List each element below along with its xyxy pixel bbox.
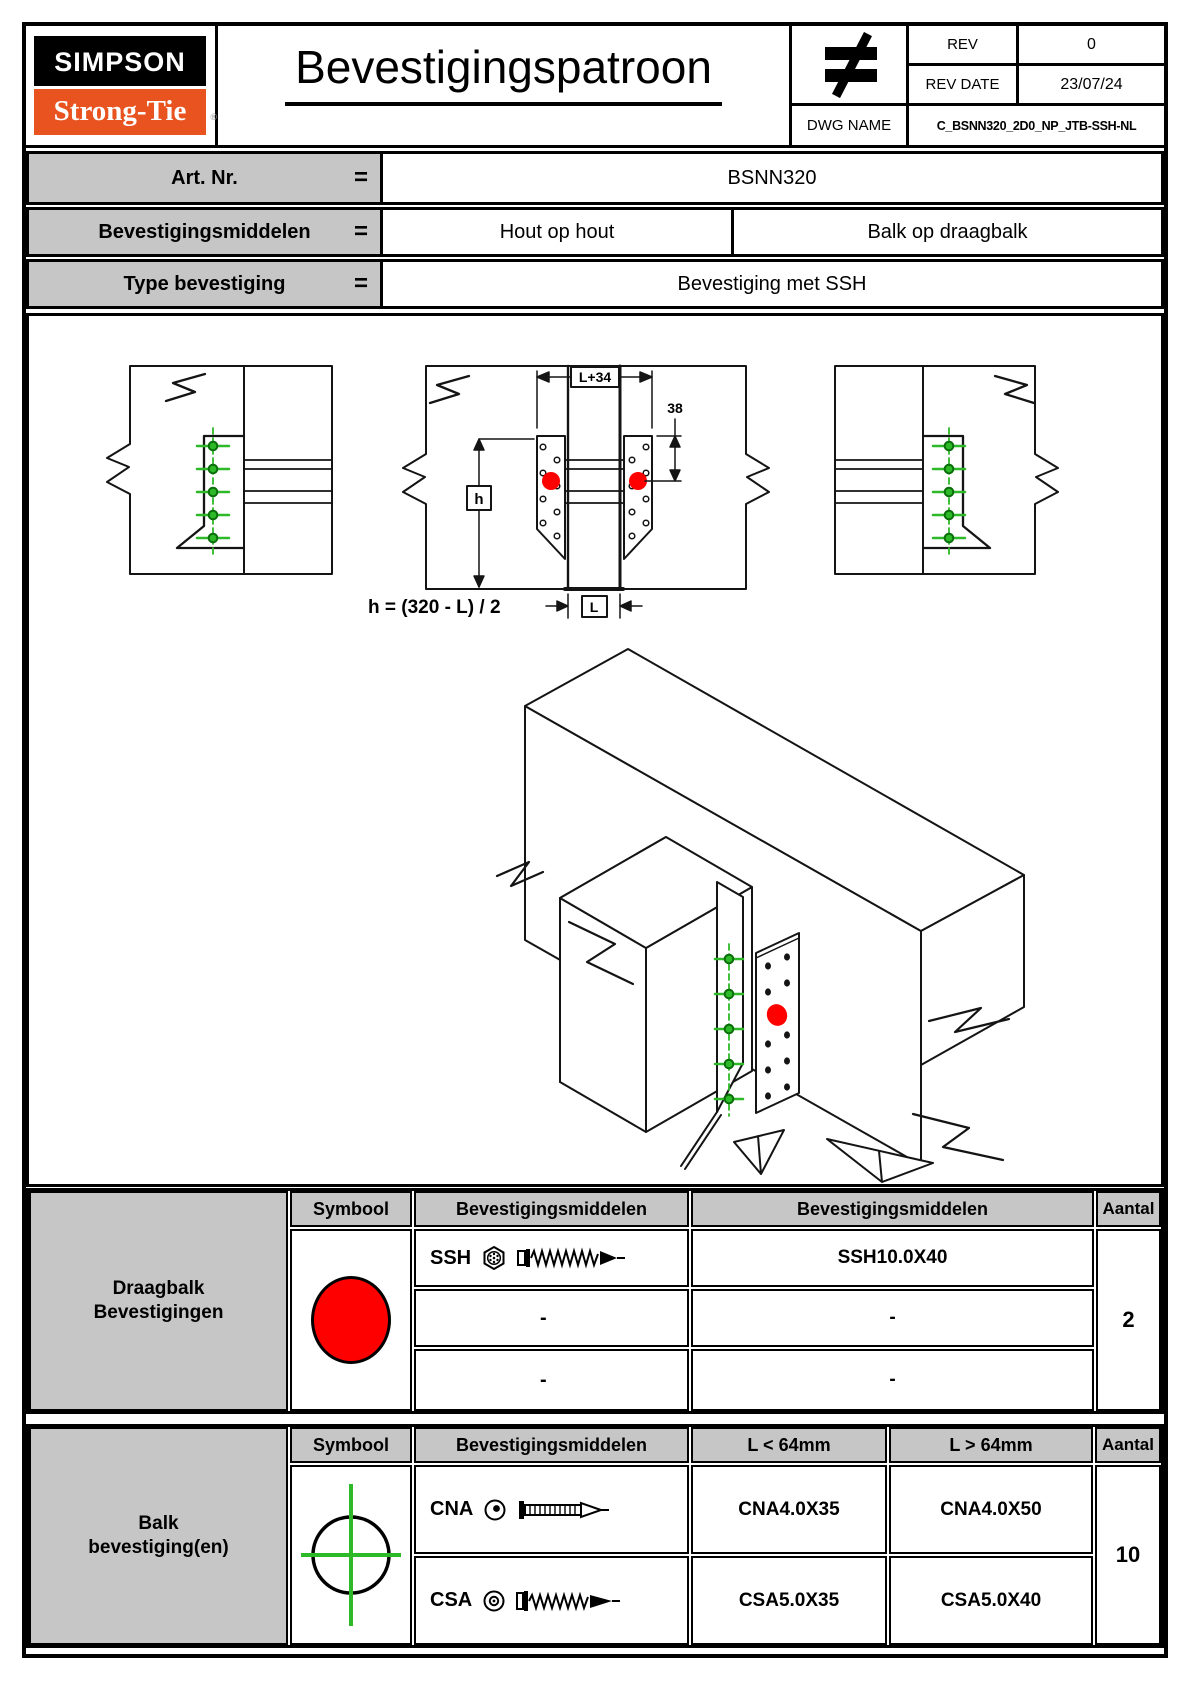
cna-spec-small: CNA4.0X35 bbox=[691, 1465, 887, 1554]
type-label: Type bevestiging = bbox=[29, 262, 383, 306]
dim-38 bbox=[645, 400, 683, 481]
break-mark-icon bbox=[913, 1114, 1003, 1160]
not-equal-icon bbox=[818, 32, 884, 98]
svg-text:h: h bbox=[474, 491, 484, 508]
dim-L bbox=[546, 594, 642, 618]
break-mark-icon bbox=[430, 376, 469, 403]
csa-spec-large: CSA5.0X40 bbox=[889, 1556, 1093, 1645]
draagbalk-table-label: Draagbalk Bevestigingen bbox=[29, 1191, 288, 1411]
break-mark-icon bbox=[166, 374, 205, 401]
type-value: Bevestiging met SSH bbox=[677, 272, 867, 295]
info-row-artnr bbox=[26, 151, 1164, 205]
col-header-symbool: Symbool bbox=[290, 1191, 412, 1227]
dim-h bbox=[467, 439, 534, 587]
equals-sign: = bbox=[353, 164, 368, 191]
balk-fasteners-right-view bbox=[933, 428, 965, 554]
draagbalk-table bbox=[26, 1188, 1164, 1414]
equals-sign: = bbox=[353, 218, 368, 245]
col-header-l-small: L < 64mm bbox=[691, 1427, 887, 1463]
ssh-screw-icon bbox=[517, 1245, 629, 1271]
csa-screw-icon bbox=[516, 1588, 624, 1614]
dwg-name-value: C_BSNN320_2D0_NP_JTB-SSH-NL bbox=[936, 118, 1137, 133]
fastener-row-ssh: SSH bbox=[414, 1229, 689, 1287]
cna-head-icon bbox=[483, 1498, 507, 1522]
fastener-row-empty: - bbox=[414, 1349, 689, 1411]
middelen-value-2: Balk op draagbalk bbox=[867, 220, 1028, 243]
col-header-symbool: Symbool bbox=[290, 1427, 412, 1463]
ssh-head-icon bbox=[481, 1245, 507, 1271]
svg-text:L+34: L+34 bbox=[578, 369, 612, 385]
col-header-middelen: Bevestigingsmiddelen bbox=[414, 1191, 689, 1227]
fastener-row-csa: CSA bbox=[414, 1556, 689, 1645]
logo-strongtie: Strong-Tie ® bbox=[34, 89, 206, 135]
csa-head-icon bbox=[482, 1589, 506, 1613]
drawing-panel bbox=[26, 313, 1164, 1187]
empty-spec: - bbox=[691, 1349, 1094, 1411]
col-header-middelen-2: Bevestigingsmiddelen bbox=[691, 1191, 1094, 1227]
page-title: Bevestigingspatroon bbox=[218, 40, 789, 106]
red-dot-symbol bbox=[311, 1276, 391, 1364]
rev-date-value: 23/07/24 bbox=[1060, 75, 1123, 93]
balk-aantal: 10 bbox=[1095, 1465, 1161, 1645]
rev-value: 0 bbox=[1087, 35, 1096, 53]
info-row-type bbox=[26, 259, 1164, 309]
hanger-bottom-edge bbox=[681, 1112, 721, 1169]
balk-table bbox=[26, 1424, 1164, 1648]
artnr-label: Art. Nr. = bbox=[29, 154, 383, 202]
front-view bbox=[368, 366, 769, 618]
rev-label: REV bbox=[947, 36, 978, 53]
rev-date-label: REV DATE bbox=[925, 76, 1000, 93]
ssh-position-marker bbox=[542, 472, 560, 490]
registered-mark: ® bbox=[210, 112, 217, 122]
draagbalk-aantal: 2 bbox=[1096, 1229, 1161, 1411]
equals-sign: = bbox=[353, 270, 368, 297]
break-mark-icon bbox=[995, 376, 1034, 403]
dwg-name-label: DWG NAME bbox=[806, 117, 892, 134]
balk-symbol-cell bbox=[290, 1465, 412, 1645]
height-formula: h = (320 - L) / 2 bbox=[368, 597, 501, 618]
ssh-spec: SSH10.0X40 bbox=[691, 1229, 1094, 1287]
svg-text:38: 38 bbox=[667, 400, 683, 416]
info-row-middelen bbox=[26, 207, 1164, 257]
isometric-view bbox=[497, 649, 1024, 1182]
col-header-aantal: Aantal bbox=[1095, 1427, 1161, 1463]
artnr-value: BSNN320 bbox=[727, 166, 817, 189]
fastener-row-cna: CNA bbox=[414, 1465, 689, 1554]
cna-spec-large: CNA4.0X50 bbox=[889, 1465, 1093, 1554]
green-crosshair-symbol bbox=[295, 1470, 407, 1640]
dim-L34 bbox=[537, 367, 652, 428]
left-side-view bbox=[107, 366, 332, 574]
technical-drawing bbox=[29, 316, 1161, 1184]
col-header-middelen: Bevestigingsmiddelen bbox=[414, 1427, 689, 1463]
logo-simpson: SIMPSON bbox=[34, 36, 206, 89]
draagbalk-symbol-cell bbox=[290, 1229, 412, 1411]
col-header-aantal: Aantal bbox=[1096, 1191, 1161, 1227]
middelen-label: Bevestigingsmiddelen = bbox=[29, 210, 383, 254]
fastener-row-empty: - bbox=[414, 1289, 689, 1347]
empty-spec: - bbox=[691, 1289, 1094, 1347]
col-header-l-large: L > 64mm bbox=[889, 1427, 1093, 1463]
svg-text:L: L bbox=[589, 599, 599, 615]
right-side-view bbox=[835, 366, 1058, 574]
csa-spec-small: CSA5.0X35 bbox=[691, 1556, 887, 1645]
break-wedge bbox=[734, 1130, 784, 1174]
divider bbox=[26, 145, 1164, 148]
cna-nail-icon bbox=[517, 1497, 617, 1523]
middelen-value-1: Hout op hout bbox=[383, 210, 734, 254]
balk-table-label: Balk bevestiging(en) bbox=[29, 1427, 288, 1645]
balk-fasteners-left-view bbox=[197, 428, 229, 554]
simpson-strongtie-logo bbox=[34, 36, 217, 135]
